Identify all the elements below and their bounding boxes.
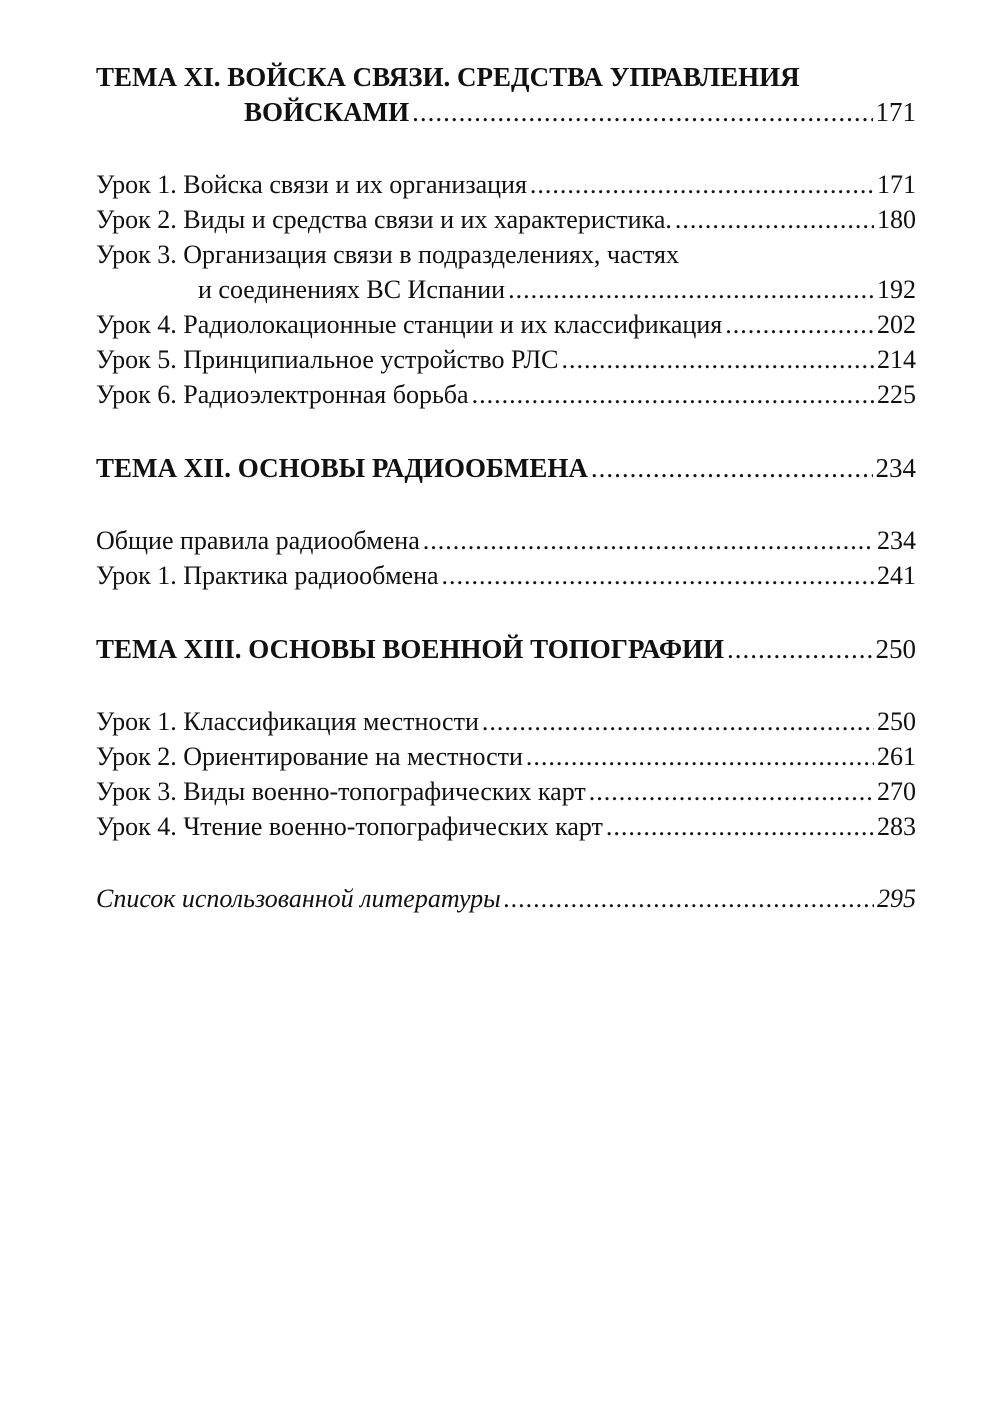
topic-xiii-heading	[96, 632, 916, 667]
leader-dots	[472, 377, 874, 412]
lesson-label: Урок 6.	[96, 380, 177, 409]
lesson-page: 283	[877, 812, 916, 841]
toc-entry-xi-4	[96, 307, 916, 342]
leader-dots	[562, 342, 874, 377]
lesson-title: Виды и средства связи и их характеристика.	[183, 205, 672, 234]
lesson-page: 180	[877, 205, 916, 234]
leader-dots	[526, 739, 874, 774]
lesson-title-line2: и соединениях ВС Испании	[198, 275, 506, 304]
topic-xii-heading	[96, 451, 916, 486]
lesson-page: 241	[877, 561, 916, 590]
toc-entry-xiii-4	[96, 809, 916, 844]
lesson-title: Ориентирование на местности	[183, 742, 523, 771]
lesson-label: Урок 3.	[96, 240, 177, 269]
toc-entry-xi-2	[96, 202, 916, 237]
lesson-title: Практика радиообмена	[183, 561, 439, 590]
toc-entry-xii-1	[96, 558, 916, 593]
lesson-label: Урок 2.	[96, 742, 177, 771]
topic-xiii-page: 250	[875, 634, 916, 664]
lesson-page: 202	[877, 310, 916, 339]
lesson-title: Классификация местности	[183, 707, 479, 736]
leader-dots	[591, 451, 873, 486]
topic-xii-page: 234	[875, 453, 916, 483]
toc-entry-xiii-2	[96, 739, 916, 774]
entry-title: Общие правила радиообмена	[96, 526, 420, 555]
leader-dots	[530, 167, 874, 202]
bibliography-page: 295	[877, 884, 916, 913]
lesson-title: Войска связи и их организация	[183, 170, 527, 199]
leader-dots	[508, 272, 874, 307]
lesson-title: Принципиальное устройство РЛС	[183, 345, 559, 374]
topic-xi-page: 171	[875, 97, 916, 127]
lesson-page: 192	[877, 275, 916, 304]
lesson-label: Урок 1.	[96, 561, 177, 590]
toc-entry-xi-1	[96, 167, 916, 202]
toc-entry-xii-general	[96, 523, 916, 558]
table-of-contents	[96, 60, 916, 916]
leader-dots	[725, 307, 874, 342]
lesson-label: Урок 5.	[96, 345, 177, 374]
lesson-label: Урок 2.	[96, 205, 177, 234]
toc-entry-xi-6	[96, 377, 916, 412]
leader-dots	[589, 774, 874, 809]
lesson-label: Урок 3.	[96, 777, 177, 806]
lesson-label: Урок 1.	[96, 707, 177, 736]
lesson-title: Чтение военно-топографических карт	[183, 812, 603, 841]
topic-xi-title-line2-row	[96, 95, 916, 130]
toc-entry-xiii-1	[96, 704, 916, 739]
lesson-page: 225	[877, 380, 916, 409]
topic-xi-title-line2: ВОЙСКАМИ	[244, 97, 410, 127]
lesson-page: 171	[877, 170, 916, 199]
leader-dots	[504, 881, 874, 916]
topic-xi-heading	[96, 60, 916, 130]
leader-dots	[727, 632, 872, 667]
lesson-page: 214	[877, 345, 916, 374]
toc-entry-xiii-3	[96, 774, 916, 809]
lesson-page: 261	[877, 742, 916, 771]
lesson-page: 250	[877, 707, 916, 736]
lesson-title: Виды военно-топографических карт	[183, 777, 586, 806]
lesson-label: Урок 4.	[96, 812, 177, 841]
topic-xiii-title: ТЕМА XIII. ОСНОВЫ ВОЕННОЙ ТОПОГРАФИИ	[96, 634, 725, 664]
leader-dots	[482, 704, 874, 739]
lesson-label: Урок 1.	[96, 170, 177, 199]
toc-entry-xi-3	[96, 237, 916, 307]
topic-xii-title: ТЕМА XII. ОСНОВЫ РАДИООБМЕНА	[96, 453, 588, 483]
lesson-title-line1: Организация связи в подразделениях, частях	[183, 240, 680, 269]
leader-dots	[423, 523, 874, 558]
lesson-title: Радиолокационные станции и их классификация	[183, 310, 723, 339]
lesson-page: 270	[877, 777, 916, 806]
leader-dots	[442, 558, 874, 593]
bibliography-title: Список использованной литературы	[96, 884, 501, 913]
lesson-title: Радиоэлектронная борьба	[183, 380, 469, 409]
leader-dots	[606, 809, 874, 844]
entry-page: 234	[877, 526, 916, 555]
leader-dots	[412, 95, 872, 130]
toc-entry-bibliography	[96, 881, 916, 916]
leader-dots	[675, 202, 874, 237]
lesson-label: Урок 4.	[96, 310, 177, 339]
toc-entry-xi-5	[96, 342, 916, 377]
topic-xi-title-line1: ТЕМА XI. ВОЙСКА СВЯЗИ. СРЕДСТВА УПРАВЛЕНИЯ	[96, 62, 800, 92]
